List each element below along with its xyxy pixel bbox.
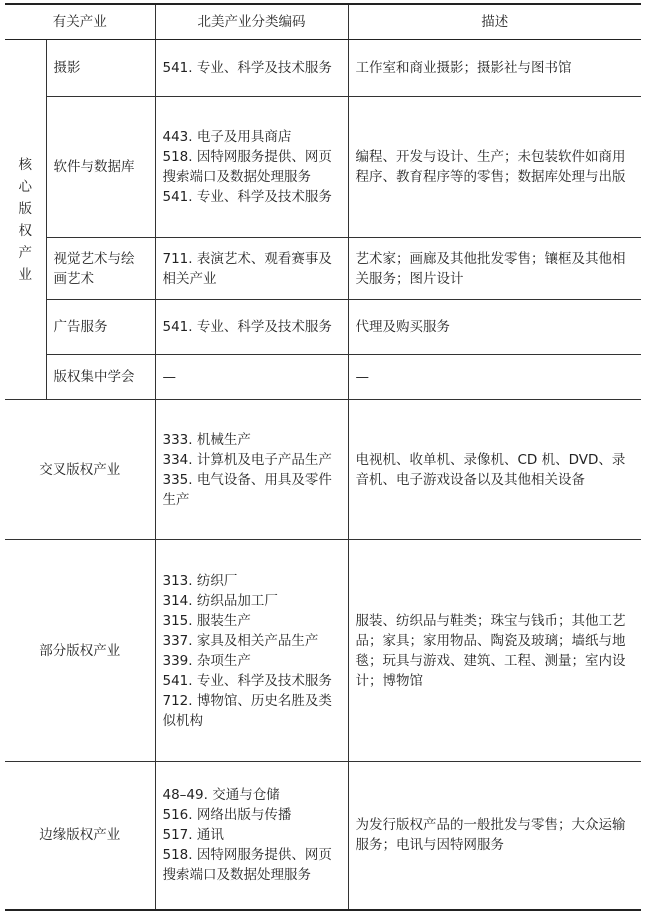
code-line: 334. 计算机及电子产品生产	[162, 451, 332, 468]
description-cell: 编程、开发与设计、生产；未包装软件如商用程序、教育程序等的零售；数据库处理与出版	[348, 97, 641, 238]
code-cell	[155, 40, 348, 97]
code-line: 541. 专业、科学及技术服务	[162, 672, 332, 689]
code-line: 314. 纺织品加工厂	[162, 592, 278, 609]
table-row	[5, 300, 641, 355]
code-line: 518. 因特网服务提供、网页搜索端口及数据处理服务	[162, 847, 332, 884]
description-cell: —	[348, 355, 641, 400]
header-naics-code: 北美产业分类编码	[155, 4, 348, 40]
table-header-row	[5, 4, 641, 40]
description-cell: 电视机、收单机、录像机、CD 机、DVD、录音机、电子游戏设备以及其他相关设备	[348, 400, 641, 540]
industry-cell: 软件与数据库	[46, 97, 155, 238]
code-cell	[155, 400, 348, 540]
code-line: 516. 网络出版与传播	[162, 807, 292, 824]
description-cell: 服装、纺织品与鞋类；珠宝与钱币；其他工艺品；家具；家用物品、陶瓷及玻璃；墙纸与地毯；玩具与游戏、建筑、工程、测量；室内设计；博物馆	[348, 540, 641, 762]
code-line: 712. 博物馆、历史名胜及类似机构	[162, 692, 332, 729]
industry-cell: 部分版权产业	[5, 540, 155, 762]
table-row	[5, 238, 641, 300]
header-description: 描述	[348, 4, 641, 40]
industry-cell: 版权集中学会	[46, 355, 155, 400]
code-cell	[155, 300, 348, 355]
code-line: 518. 因特网服务提供、网页搜索端口及数据处理服务	[162, 149, 332, 185]
code-cell	[155, 238, 348, 300]
table-row	[5, 97, 641, 238]
code-cell	[155, 540, 348, 762]
code-line: 517. 通讯	[162, 827, 224, 844]
code-cell	[155, 355, 348, 400]
table-row	[5, 400, 641, 540]
industry-cell: 摄影	[46, 40, 155, 97]
code-line: 335. 电气设备、用具及零件生产	[162, 471, 332, 508]
code-cell	[155, 762, 348, 910]
description-cell: 工作室和商业摄影；摄影社与图书馆	[348, 40, 641, 97]
code-line: 313. 纺织厂	[162, 572, 238, 589]
core-group-label: 核心版权产业	[5, 40, 46, 400]
code-line: 541. 专业、科学及技术服务	[162, 60, 332, 76]
table-row	[5, 355, 641, 400]
code-line: 337. 家具及相关产品生产	[162, 632, 319, 649]
industry-cell: 边缘版权产业	[5, 762, 155, 910]
code-line: 711. 表演艺术、观看赛事及相关产业	[162, 250, 332, 287]
code-line: 333. 机械生产	[162, 431, 251, 448]
code-line: 541. 专业、科学及技术服务	[162, 319, 332, 335]
code-line: 339. 杂项生产	[162, 652, 251, 669]
code-cell	[155, 97, 348, 238]
table-row	[5, 540, 641, 762]
code-line: 443. 电子及用具商店	[162, 129, 292, 145]
header-industry: 有关产业	[5, 4, 155, 40]
industry-cell: 视觉艺术与绘画艺术	[46, 238, 155, 300]
industry-cell: 交叉版权产业	[5, 400, 155, 540]
description-cell: 为发行版权产品的一般批发与零售；大众运输服务；电讯与因特网服务	[348, 762, 641, 910]
code-line: 315. 服装生产	[162, 612, 251, 629]
description-cell: 代理及购买服务	[348, 300, 641, 355]
table-row	[5, 40, 641, 97]
code-line: 541. 专业、科学及技术服务	[162, 189, 332, 205]
code-line: —	[162, 369, 176, 385]
code-line: 48–49. 交通与仓储	[162, 787, 280, 804]
industry-cell: 广告服务	[46, 300, 155, 355]
industry-table	[5, 3, 641, 911]
table-row	[5, 762, 641, 910]
description-cell: 艺术家；画廊及其他批发零售；镶框及其他相关服务；图片设计	[348, 238, 641, 300]
